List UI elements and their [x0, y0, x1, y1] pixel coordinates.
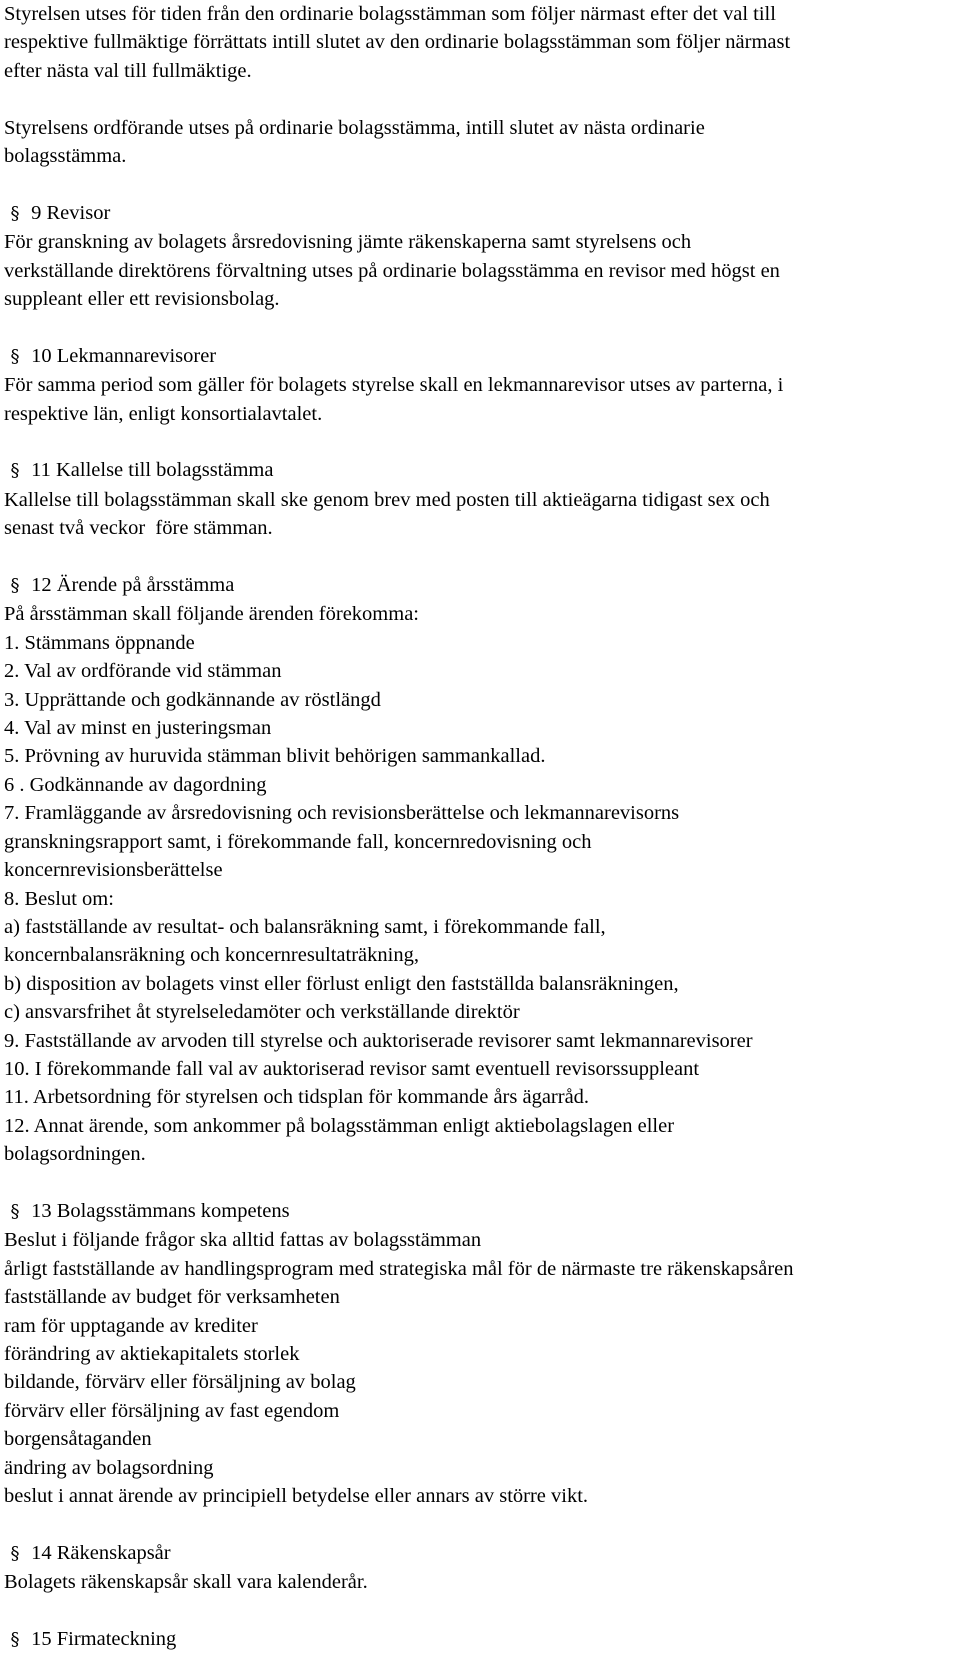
text-line: b) disposition av bolagets vinst eller förlust enligt den fastställda balansräkningen,: [4, 972, 679, 995]
text-line: koncernbalansräkning och koncernresultaträkning,: [4, 944, 419, 967]
section-block: [4, 342, 956, 428]
paragraph-gap: [4, 170, 956, 198]
text-line: suppleant eller ett revisionsbolag.: [4, 288, 280, 311]
section-heading-text: 15 Firmateckning: [26, 1628, 177, 1651]
section-heading: [4, 342, 956, 371]
text-line: 4. Val av minst en justeringsman: [4, 717, 272, 740]
section-heading: [4, 571, 956, 600]
section-block: [4, 1625, 956, 1654]
text-line: 10. I förekommande fall val av auktoriserad revisor samt eventuell revisorssuppleant: [4, 1057, 700, 1080]
text-line: 2. Val av ordförande vid stämman: [4, 660, 282, 683]
text-line: 1. Stämmans öppnande: [4, 631, 195, 654]
text-line: 12. Annat ärende, som ankommer på bolagsstämman enligt aktiebolagslagen eller: [4, 1114, 675, 1137]
text-line: Styrelsen utses för tiden från den ordinarie bolagsstämman som följer närmast efter det val till: [4, 3, 776, 25]
sections-container: [4, 170, 956, 1654]
text-line: koncernrevisionsberättelse: [4, 859, 223, 882]
section-symbol: §: [10, 345, 20, 367]
text-line: respektive fullmäktige förrättats intill slutet av den ordinarie bolagsstämman som följer närmast: [4, 31, 791, 54]
section-symbol: §: [10, 1542, 20, 1564]
section-heading: [4, 456, 956, 485]
text-line: Kallelse till bolagsstämman skall ske genom brev med posten till aktieägarna tidigast sex och: [4, 488, 770, 511]
text-line: Styrelsens ordförande utses på ordinarie bolagsstämma, intill slutet av nästa ordinarie: [4, 116, 705, 139]
text-line: Beslut i följande frågor ska alltid fattas av bolagsstämman: [4, 1229, 482, 1252]
intro-paragraph-2: [4, 114, 956, 171]
text-line: fastställande av budget för verksamheten: [4, 1286, 340, 1309]
text-line: För samma period som gäller för bolagets styrelse skall en lekmannarevisor utses av parterna, i: [4, 374, 784, 397]
text-line: 5. Prövning av huruvida stämman blivit behörigen sammankallad.: [4, 745, 546, 768]
text-line: Bolagets räkenskapsår skall vara kalenderår.: [4, 1571, 368, 1594]
text-line: borgensåtaganden: [4, 1428, 152, 1451]
section-heading: [4, 1197, 956, 1226]
text-line: 3. Upprättande och godkännande av röstlängd: [4, 688, 381, 711]
text-line: För granskning av bolagets årsredovisning jämte räkenskaperna samt styrelsens och: [4, 231, 692, 254]
document-page: [4, 0, 956, 1654]
section-heading: [4, 1625, 956, 1654]
paragraph-gap: [4, 1510, 956, 1538]
text-line: beslut i annat ärende av principiell betydelse eller annars av större vikt.: [4, 1485, 589, 1508]
section-heading: [4, 199, 956, 228]
text-line: verkställande direktörens förvaltning utses på ordinarie bolagsstämma en revisor med högst en: [4, 259, 780, 282]
section-heading-text: 13 Bolagsstämmans kompetens: [26, 1199, 290, 1222]
intro-paragraph-1: [4, 0, 956, 85]
text-line: 11. Arbetsordning för styrelsen och tidsplan för kommande års ägarråd.: [4, 1086, 590, 1109]
text-line: efter nästa val till fullmäktige.: [4, 59, 252, 82]
text-line: respektive län, enligt konsortialavtalet.: [4, 402, 323, 425]
text-line: förvärv eller försäljning av fast egendom: [4, 1399, 340, 1422]
text-line: c) ansvarsfrihet åt styrelseledamöter och verkställande direktör: [4, 1001, 520, 1024]
section-symbol: §: [10, 202, 20, 224]
section-block: [4, 1197, 956, 1510]
text-line: 9. Fastställande av arvoden till styrelse och auktoriserade revisorer samt lekmannarevisorer: [4, 1029, 753, 1052]
section-symbol: §: [10, 575, 20, 597]
section-symbol: §: [10, 1200, 20, 1222]
paragraph-gap: [4, 85, 956, 113]
section-heading: [4, 1539, 956, 1568]
text-line: På årsstämman skall följande ärenden förekomma:: [4, 603, 419, 626]
paragraph-gap: [4, 543, 956, 571]
text-line: bolagsstämma.: [4, 145, 127, 168]
text-line: bolagsordningen.: [4, 1143, 146, 1166]
section-heading-text: 12 Ärende på årsstämma: [26, 574, 235, 597]
section-block: [4, 199, 956, 314]
paragraph-gap: [4, 1169, 956, 1197]
text-line: förändring av aktiekapitalets storlek: [4, 1343, 300, 1365]
section-heading-text: 9 Revisor: [26, 201, 111, 224]
section-heading-text: 14 Räkenskapsår: [26, 1541, 171, 1564]
text-line: senast två veckor före stämman.: [4, 517, 273, 540]
text-line: ram för upptagande av krediter: [4, 1314, 258, 1337]
text-line: ändring av bolagsordning: [4, 1456, 214, 1479]
section-block: [4, 1539, 956, 1597]
text-line: 8. Beslut om:: [4, 887, 114, 910]
section-heading-text: 11 Kallelse till bolagsstämma: [26, 459, 274, 482]
section-block: [4, 456, 956, 542]
text-line: a) fastställande av resultat- och balansräkning samt, i förekommande fall,: [4, 915, 606, 938]
paragraph-gap: [4, 428, 956, 456]
text-line: granskningsrapport samt, i förekommande fall, koncernredovisning och: [4, 830, 592, 853]
text-line: 7. Framläggande av årsredovisning och revisionsberättelse och lekmannarevisorns: [4, 802, 680, 825]
paragraph-gap: [4, 313, 956, 341]
text-line: bildande, förvärv eller försäljning av bolag: [4, 1371, 356, 1394]
section-heading-text: 10 Lekmannarevisorer: [26, 344, 217, 367]
section-symbol: §: [10, 460, 20, 482]
paragraph-gap: [4, 1597, 956, 1625]
section-block: [4, 571, 956, 1169]
section-symbol: §: [10, 1629, 20, 1651]
text-line: 6 . Godkännande av dagordning: [4, 773, 267, 796]
text-line: årligt fastställande av handlingsprogram med strategiska mål för de närmaste tre räkenskapsåren: [4, 1257, 794, 1280]
